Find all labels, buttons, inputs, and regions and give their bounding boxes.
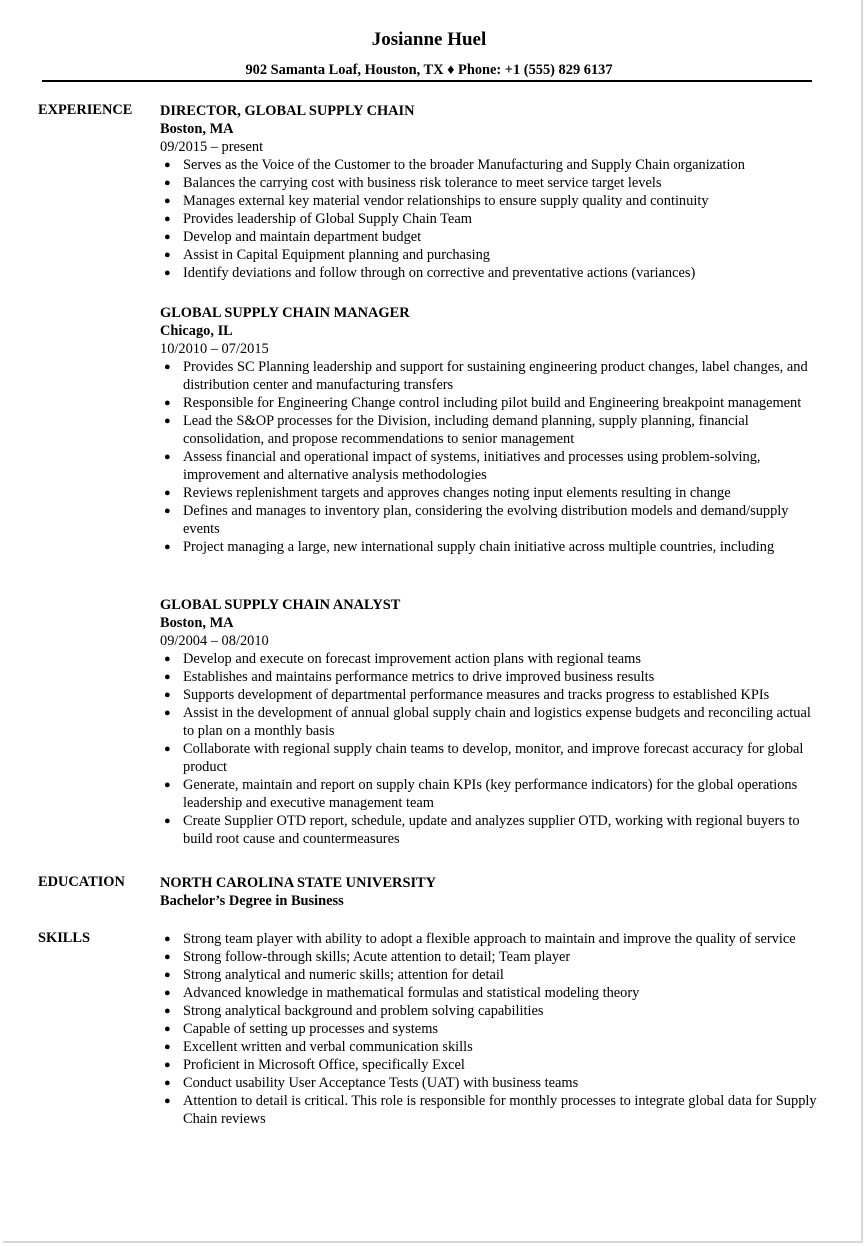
- list-item: ● Supports development of departmental performance measures and tracks progress to established KPIs: [164, 687, 770, 703]
- job-title: GLOBAL SUPPLY CHAIN MANAGER: [160, 305, 410, 321]
- list-item: ● Defines and manages to inventory plan, considering the evolving distribution models and demand/supply events: [164, 503, 789, 537]
- list-item: ● Identify deviations and follow through on corrective and preventative actions (variances): [164, 265, 696, 281]
- skills-list: [160, 930, 820, 1128]
- bullet-icon: ●: [164, 1095, 171, 1107]
- bullet-icon: ●: [164, 689, 171, 701]
- bullet-icon: ●: [164, 213, 171, 225]
- candidate-name: Josianne Huel: [371, 29, 487, 50]
- list-item: ● Create Supplier OTD report, schedule, update and analyzes supplier OTD, working with regional buyers to build root cause and countermeasures: [164, 813, 800, 847]
- list-item: ● Develop and maintain department budget: [164, 229, 422, 245]
- bullet-icon: ●: [164, 195, 171, 207]
- bullet-icon: ●: [164, 397, 171, 409]
- list-item: ● Excellent written and verbal communication skills: [164, 1039, 473, 1055]
- job-title: DIRECTOR, GLOBAL SUPPLY CHAIN: [160, 103, 415, 119]
- job-location: Boston, MA: [160, 615, 234, 631]
- job-title: GLOBAL SUPPLY CHAIN ANALYST: [160, 597, 401, 613]
- job-bullets: [160, 650, 820, 848]
- bullet-icon: ●: [164, 1041, 171, 1053]
- bullet-icon: ●: [164, 1059, 171, 1071]
- list-item: ● Responsible for Engineering Change control including pilot build and Engineering breakpoint management: [164, 395, 802, 411]
- job-location: Chicago, IL: [160, 323, 233, 339]
- list-item: ● Generate, maintain and report on supply chain KPIs (key performance indicators) for the global operations leadership and executive management team: [164, 777, 798, 811]
- skills-list-container: [160, 930, 820, 1128]
- contact-line: 902 Samanta Loaf, Houston, TX ♦ Phone: +1 (555) 829 6137: [245, 62, 613, 78]
- list-item: ● Strong analytical background and problem solving capabilities: [164, 1003, 544, 1019]
- bullet-icon: ●: [164, 969, 171, 981]
- list-item: ● Assess financial and operational impact of systems, initiatives and processes using problem-solving, improvement and alternative analysis methodologies: [164, 449, 761, 483]
- list-item: ● Capable of setting up processes and systems: [164, 1021, 438, 1037]
- bullet-icon: ●: [164, 451, 171, 463]
- bullet-icon: ●: [164, 415, 171, 427]
- bullet-icon: ●: [164, 1005, 171, 1017]
- list-item: ● Reviews replenishment targets and approves changes noting input elements resulting in change: [164, 485, 731, 501]
- job-bullets: [160, 156, 820, 282]
- list-item: ● Develop and execute on forecast improvement action plans with regional teams: [164, 651, 641, 667]
- degree: Bachelor’s Degree in Business: [160, 893, 344, 909]
- list-item: ● Collaborate with regional supply chain teams to develop, monitor, and improve forecast accuracy for global product: [164, 741, 804, 775]
- experience-heading: EXPERIENCE: [38, 102, 133, 118]
- list-item: ● Strong analytical and numeric skills; attention for detail: [164, 967, 504, 983]
- bullet-icon: ●: [164, 177, 171, 189]
- list-item: ● Establishes and maintains performance metrics to drive improved business results: [164, 669, 655, 685]
- bullet-icon: ●: [164, 249, 171, 261]
- bullet-icon: ●: [164, 159, 171, 171]
- list-item: ● Advanced knowledge in mathematical formulas and statistical modeling theory: [164, 985, 640, 1001]
- bullet-icon: ●: [164, 541, 171, 553]
- list-item: ● Attention to detail is critical. This role is responsible for monthly processes to integrate global data for Supply Chain reviews: [164, 1093, 817, 1127]
- education-heading: EDUCATION: [38, 874, 125, 890]
- list-item: ● Manages external key material vendor relationships to ensure supply quality and continuity: [164, 193, 709, 209]
- bullet-icon: ●: [164, 505, 171, 517]
- list-item: ● Lead the S&OP processes for the Division, including demand planning, supply planning, financial consolidation, and propose recommendations to senior management: [164, 413, 749, 447]
- list-item: ● Assist in Capital Equipment planning and purchasing: [164, 247, 490, 263]
- bullet-icon: ●: [164, 653, 171, 665]
- job-bullets: [160, 358, 820, 556]
- bullet-icon: ●: [164, 933, 171, 945]
- list-item: ● Balances the carrying cost with business risk tolerance to meet service target levels: [164, 175, 662, 191]
- job-dates: 10/2010 – 07/2015: [160, 341, 269, 357]
- bullet-icon: ●: [164, 743, 171, 755]
- list-item: ● Strong team player with ability to adopt a flexible approach to maintain and improve the quality of service: [164, 931, 796, 947]
- list-item: ● Conduct usability User Acceptance Tests (UAT) with business teams: [164, 1075, 579, 1091]
- bullet-icon: ●: [164, 267, 171, 279]
- list-item: ● Assist in the development of annual global supply chain and logistics expense budgets and reconciling actual to plan on a monthly basis: [164, 705, 811, 739]
- bullet-icon: ●: [164, 361, 171, 373]
- job-dates: 09/2004 – 08/2010: [160, 633, 269, 649]
- bullet-icon: ●: [164, 1077, 171, 1089]
- list-item: ● Proficient in Microsoft Office, specifically Excel: [164, 1057, 465, 1073]
- bullet-icon: ●: [164, 779, 171, 791]
- list-item: ● Serves as the Voice of the Customer to the broader Manufacturing and Supply Chain organization: [164, 157, 745, 173]
- bullet-icon: ●: [164, 671, 171, 683]
- skills-heading: SKILLS: [38, 930, 90, 946]
- bullet-icon: ●: [164, 951, 171, 963]
- list-item: ● Project managing a large, new international supply chain initiative across multiple countries, including: [164, 539, 775, 555]
- list-item: ● Strong follow-through skills; Acute attention to detail; Team player: [164, 949, 571, 965]
- job-entry: [160, 596, 820, 848]
- header-divider: [42, 80, 812, 82]
- bullet-icon: ●: [164, 815, 171, 827]
- resume-page: [3, 0, 863, 1243]
- job-location: Boston, MA: [160, 121, 234, 137]
- bullet-icon: ●: [164, 231, 171, 243]
- list-item: ● Provides leadership of Global Supply Chain Team: [164, 211, 472, 227]
- school-name: NORTH CAROLINA STATE UNIVERSITY: [160, 875, 437, 891]
- job-entry: [160, 304, 820, 556]
- list-item: ● Provides SC Planning leadership and support for sustaining engineering product changes, label changes, and distribution center and manufacturing transfers: [164, 359, 808, 393]
- bullet-icon: ●: [164, 707, 171, 719]
- bullet-icon: ●: [164, 987, 171, 999]
- bullet-icon: ●: [164, 1023, 171, 1035]
- job-entry: [160, 102, 820, 282]
- education-entry: [160, 874, 820, 910]
- job-dates: 09/2015 – present: [160, 139, 264, 155]
- bullet-icon: ●: [164, 487, 171, 499]
